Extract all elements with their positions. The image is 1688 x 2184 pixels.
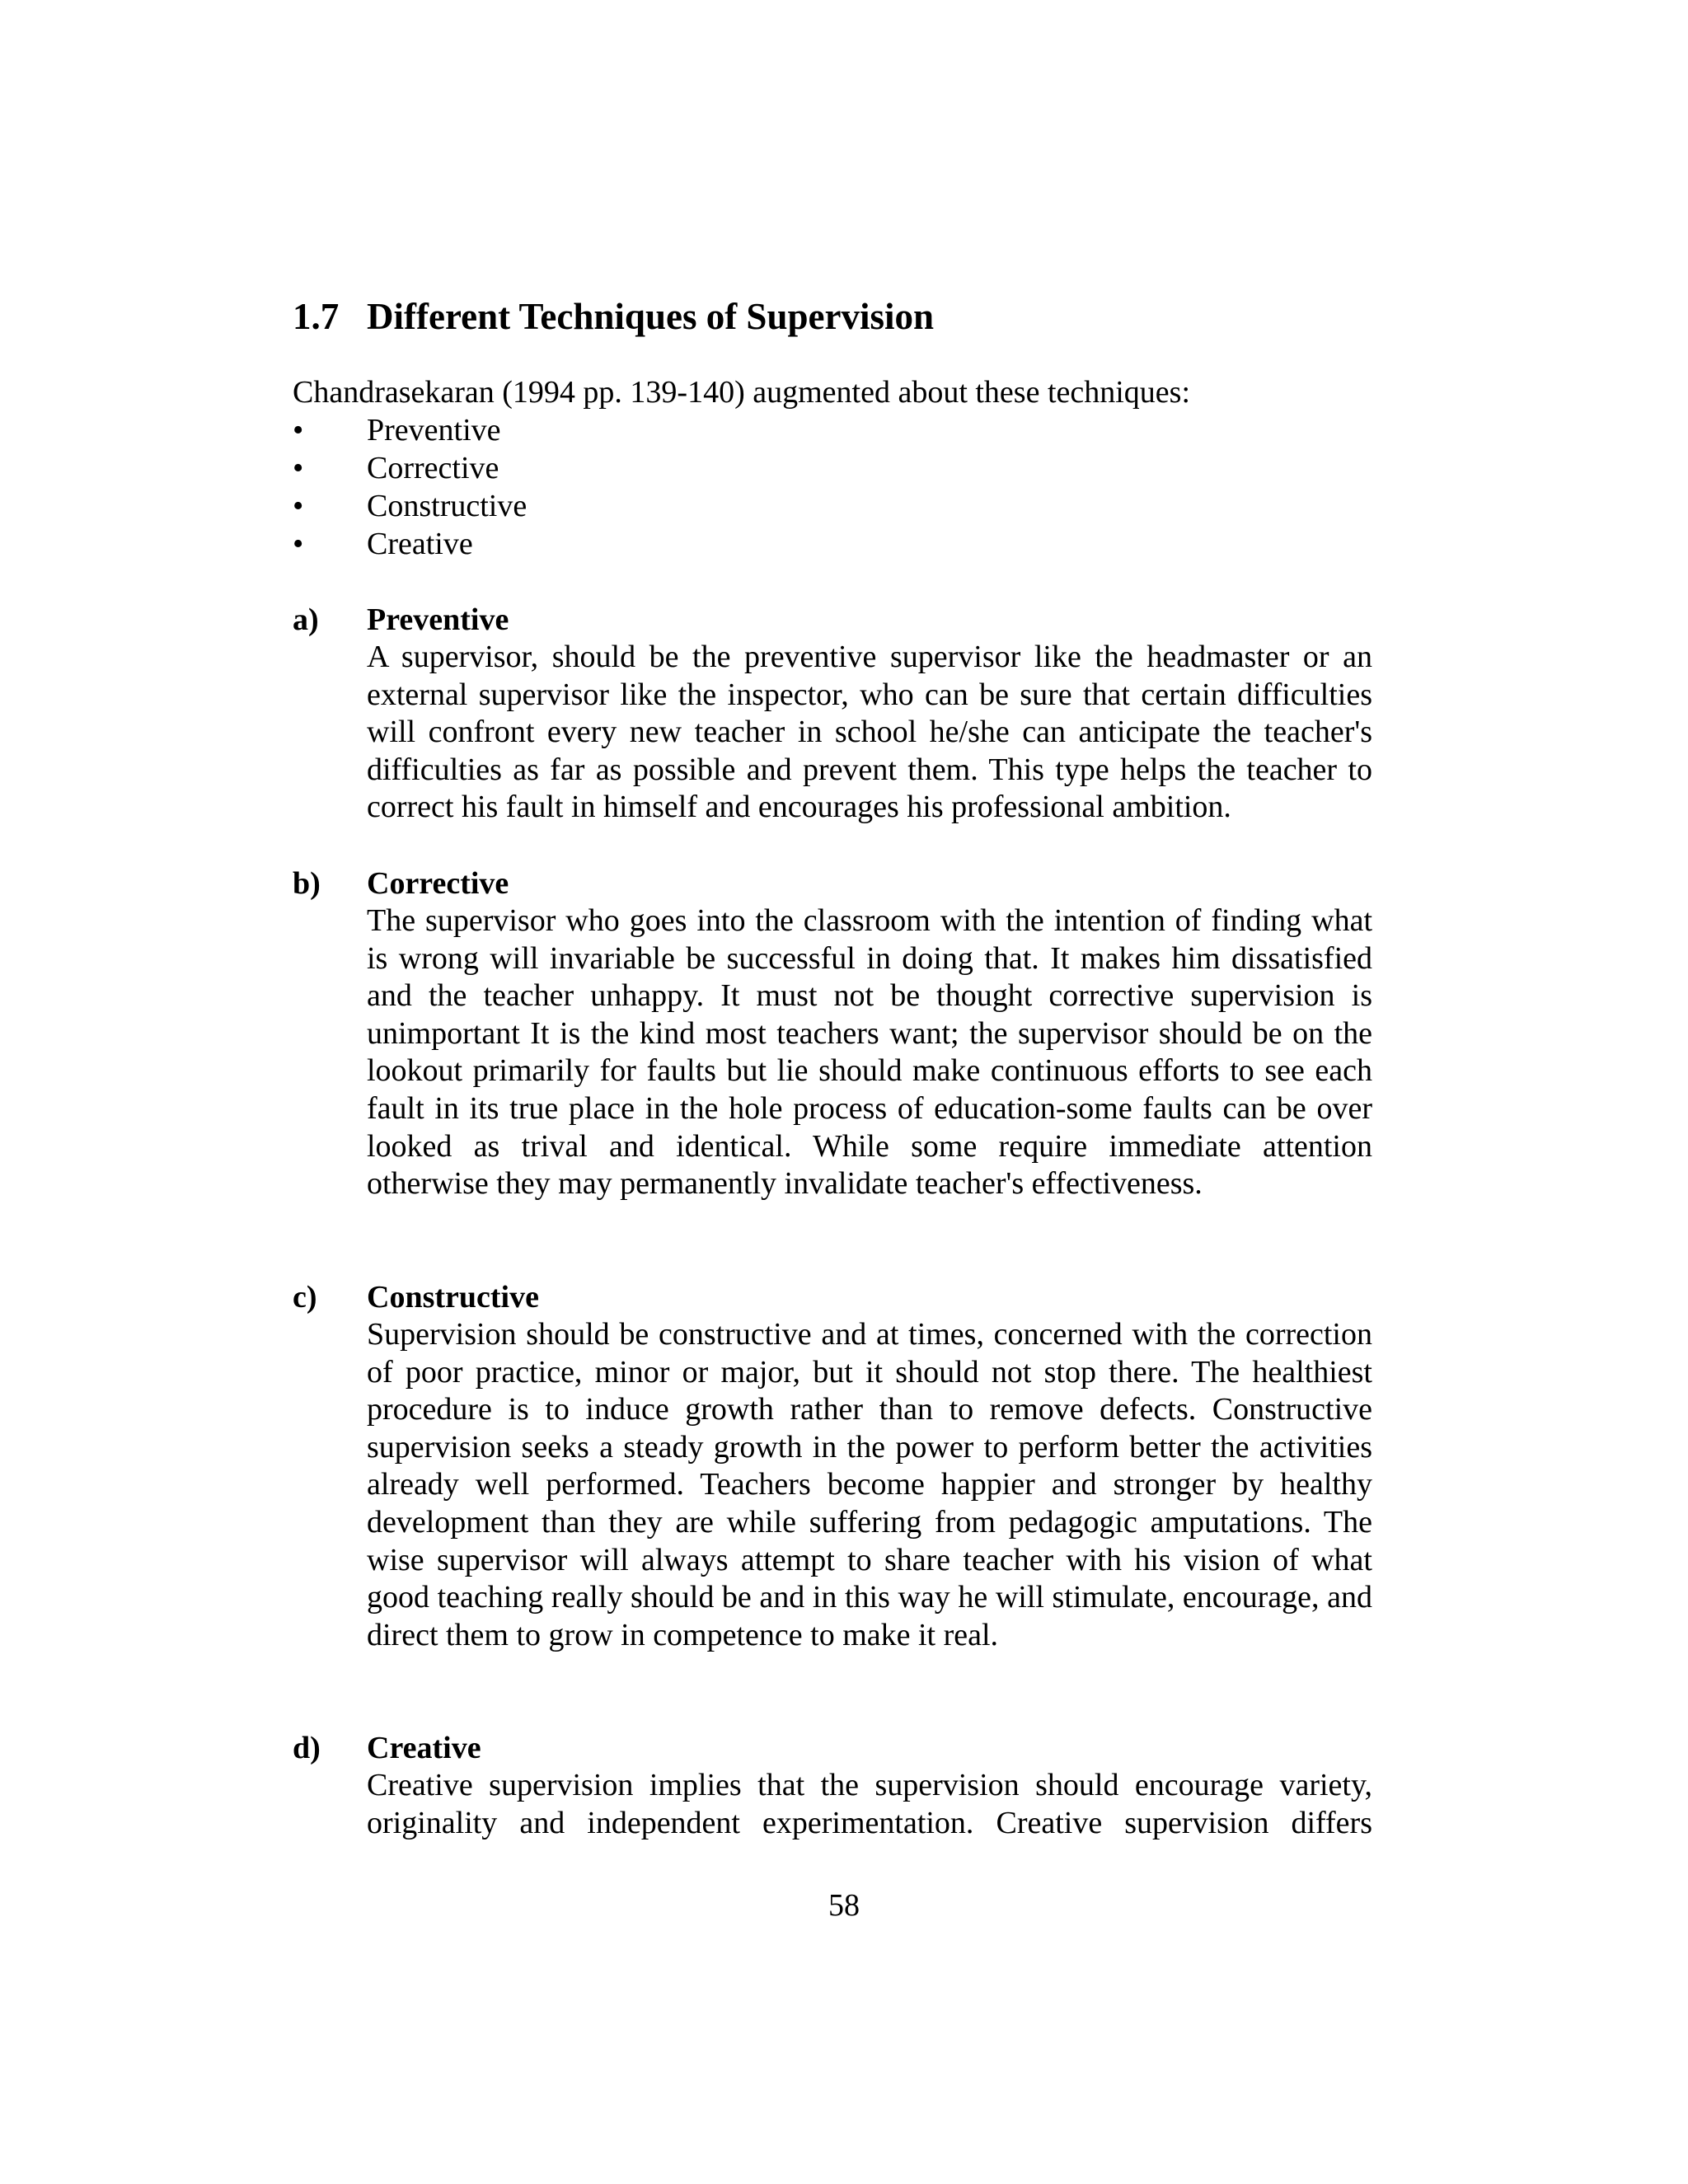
section-preventive <box>293 601 1372 827</box>
section-marker: b) <box>293 866 321 901</box>
section-creative <box>293 1729 1372 1842</box>
list-item: • Preventive <box>293 413 501 448</box>
section-subtitle: Preventive <box>367 602 509 637</box>
section-number: 1.7 <box>293 296 340 337</box>
section-marker: a) <box>293 602 319 637</box>
section-paragraph: Supervision should be constructive and at times, concerned with the correction of poor practice, minor or major, but it should not stop there. The healthiest procedure is to induce growth rather than to remove defects. Constructive supervision seeks a steady growth in the power to perform better the activities already well performed. Teachers become happier and stronger by healthy development than they are while suffering from pedagogic amputations. The wise supervisor will always attempt to share teacher with his vision of what good teaching really should be and in this way he will stimulate, encourage, and direct them to grow in competence to make it real. <box>367 1317 1372 1652</box>
bullet-icon: • <box>293 451 304 485</box>
section-corrective <box>293 865 1372 1203</box>
section-paragraph: The supervisor who goes into the classroom with the intention of finding what is wrong will invariable be successful in doing that. It makes him dissatisfied and the teacher unhappy. It must not be thought corrective supervision is unimportant It is the kind most teachers want; the supervisor should be on the lookout primarily for faults but lie should make continuous efforts to see each fault in its true place in the hole process of education-some faults can be over looked as trival and identical. While some require immediate attention otherwise they may permanently invalidate teacher's effectiveness. <box>367 903 1372 1202</box>
section-subtitle: Creative <box>367 1731 481 1765</box>
bullet-icon: • <box>293 527 304 561</box>
bullet-icon: • <box>293 413 304 448</box>
section-marker: d) <box>293 1731 321 1765</box>
page-number: 58 <box>828 1888 860 1923</box>
section-marker: c) <box>293 1280 317 1315</box>
technique-list <box>293 411 527 563</box>
section-subtitle: Constructive <box>367 1280 539 1315</box>
section-title: Different Techniques of Supervision <box>367 296 935 337</box>
list-item: • Constructive <box>293 489 528 523</box>
list-item: • Creative <box>293 527 473 561</box>
section-heading <box>293 293 934 340</box>
bullet-icon: • <box>293 489 304 523</box>
section-paragraph: A supervisor, should be the preventive supervisor like the headmaster or an external supervisor like the inspector, who can be sure that certain difficulties will confront every new teacher in school he/she can anticipate the teacher's difficulties as far as possible and prevent them. This type helps the teacher to correct his fault in himself and encourages his professional ambition. <box>367 640 1372 825</box>
list-item: • Corrective <box>293 451 499 485</box>
section-paragraph: Creative supervision implies that the supervision should encourage variety, originality and independent experimentation. Creative supervision differs <box>367 1768 1372 1840</box>
intro-paragraph: Chandrasekaran (1994 pp. 139-140) augmented about these techniques: <box>293 375 1191 410</box>
section-constructive <box>293 1278 1372 1654</box>
section-subtitle: Corrective <box>367 866 509 901</box>
